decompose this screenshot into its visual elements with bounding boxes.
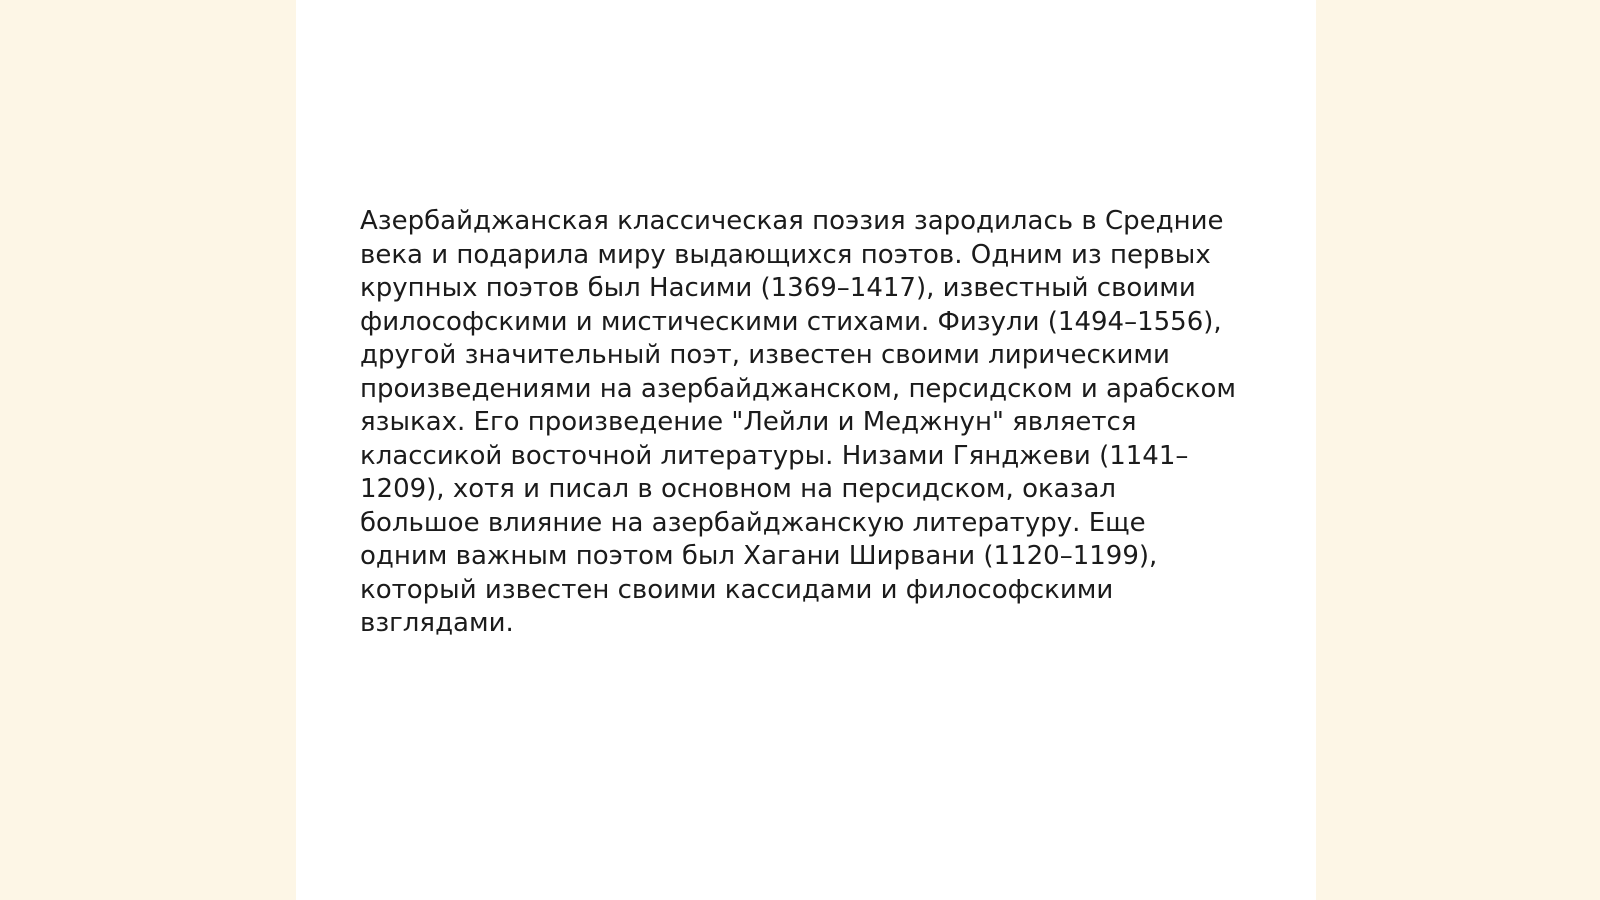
text-block <box>360 205 1240 641</box>
body-paragraph: Азербайджанская классическая поэзия зародилась в Средние века и подарила миру выдающихся поэтов. Одним из первых крупных поэтов был Насими (1369–1417), известный своими философскими и мистическими стихами. Физули (1494–1556), другой значительный поэт, известен своими лирическими произведениями на азербайджанском, персидском и арабском языках. Его произведение "Лейли и Меджнун" является классикой восточной литературы. Низами Гянджеви (1141–1209), хотя и писал в основном на персидском, оказал большое влияние на азербайджанскую литературу. Еще одним важным поэтом был Хагани Ширвани (1120–1199), который известен своими кассидами и философскими взглядами. <box>360 206 1236 638</box>
document-page <box>296 0 1316 900</box>
